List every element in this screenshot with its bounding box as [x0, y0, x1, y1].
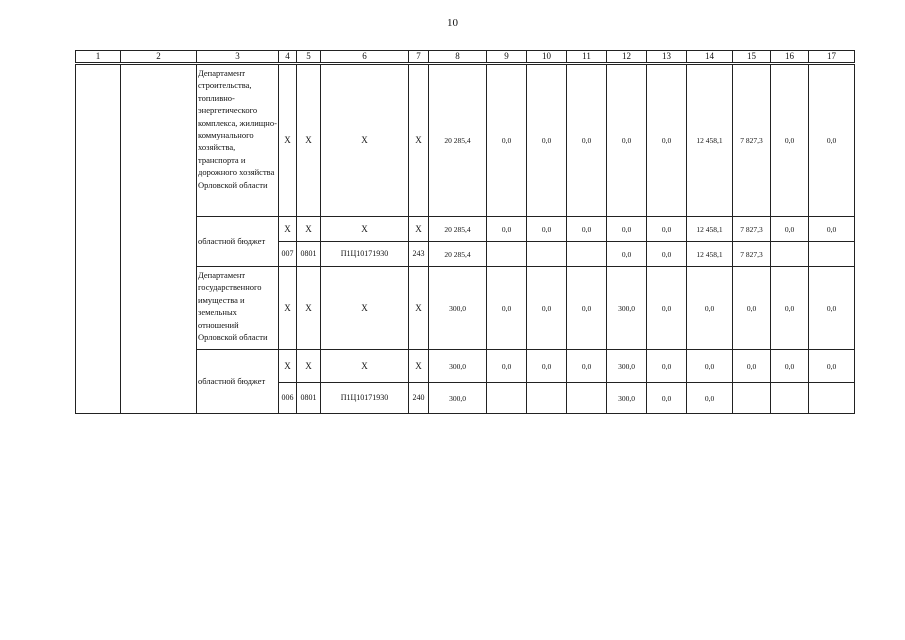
value-cell: 20 285,4 — [429, 242, 487, 267]
header-cell: 10 — [527, 51, 567, 64]
value-cell: Х — [321, 267, 409, 350]
value-cell — [527, 383, 567, 414]
header-cell: 11 — [567, 51, 607, 64]
value-cell: Х — [321, 350, 409, 383]
budget-table — [75, 50, 855, 414]
value-cell: 7 827,3 — [733, 217, 771, 242]
value-cell: 0,0 — [647, 217, 687, 242]
value-cell: 0,0 — [647, 267, 687, 350]
value-cell: 0,0 — [809, 64, 855, 217]
value-cell: 0,0 — [607, 64, 647, 217]
org-name-cell: Департамент государственного имущества и земельных отношений Орловской области — [197, 267, 279, 350]
header-cell: 3 — [197, 51, 279, 64]
value-cell: 0,0 — [487, 267, 527, 350]
header-cell: 15 — [733, 51, 771, 64]
value-cell: 0,0 — [647, 383, 687, 414]
value-cell: 300,0 — [429, 383, 487, 414]
value-cell: 0,0 — [487, 350, 527, 383]
value-cell: 0801 — [297, 242, 321, 267]
value-cell: 0,0 — [771, 350, 809, 383]
value-cell: 0,0 — [771, 267, 809, 350]
value-cell: 0,0 — [647, 64, 687, 217]
header-cell: 2 — [121, 51, 197, 64]
value-cell — [733, 383, 771, 414]
value-cell: 20 285,4 — [429, 217, 487, 242]
value-cell: 0,0 — [527, 217, 567, 242]
value-cell: 0,0 — [607, 217, 647, 242]
value-cell: Х — [279, 64, 297, 217]
value-cell: 0801 — [297, 383, 321, 414]
header-cell: 5 — [297, 51, 321, 64]
value-cell: 0,0 — [647, 350, 687, 383]
value-cell: Х — [297, 267, 321, 350]
header-cell: 1 — [76, 51, 121, 64]
value-cell: 0,0 — [607, 242, 647, 267]
value-cell: 12 458,1 — [687, 217, 733, 242]
value-cell: 243 — [409, 242, 429, 267]
value-cell: 0,0 — [809, 267, 855, 350]
value-cell: 007 — [279, 242, 297, 267]
table-row — [76, 64, 855, 217]
value-cell: 300,0 — [607, 350, 647, 383]
header-cell: 8 — [429, 51, 487, 64]
value-cell — [771, 242, 809, 267]
value-cell: Х — [279, 267, 297, 350]
header-cell: 12 — [607, 51, 647, 64]
value-cell: 0,0 — [527, 350, 567, 383]
value-cell: 0,0 — [733, 350, 771, 383]
value-cell: Х — [297, 64, 321, 217]
value-cell: 0,0 — [527, 267, 567, 350]
value-cell: 12 458,1 — [687, 64, 733, 217]
value-cell: 0,0 — [771, 64, 809, 217]
value-cell — [809, 242, 855, 267]
value-cell: Х — [297, 217, 321, 242]
header-cell: 9 — [487, 51, 527, 64]
value-cell — [527, 242, 567, 267]
value-cell: Х — [321, 217, 409, 242]
value-cell: 300,0 — [607, 267, 647, 350]
value-cell: 0,0 — [527, 64, 567, 217]
org-name-cell: Департамент строительства, топливно-энергетического комплекса, жилищно-коммунального хозяйства, транспорта и дорожного хозяйства Орловской области — [197, 64, 279, 217]
value-cell: Х — [409, 267, 429, 350]
value-cell: 0,0 — [567, 217, 607, 242]
header-cell: 4 — [279, 51, 297, 64]
value-cell: 0,0 — [687, 383, 733, 414]
budget-source-cell: областной бюджет — [197, 350, 279, 414]
value-cell: 0,0 — [733, 267, 771, 350]
value-cell: 300,0 — [607, 383, 647, 414]
value-cell: 240 — [409, 383, 429, 414]
budget-source-cell: областной бюджет — [197, 217, 279, 267]
page-number: 10 — [447, 17, 458, 29]
value-cell: 0,0 — [567, 64, 607, 217]
value-cell — [809, 383, 855, 414]
value-cell: П1Ц10171930 — [321, 242, 409, 267]
value-cell: 0,0 — [487, 217, 527, 242]
header-cell: 14 — [687, 51, 733, 64]
value-cell: 006 — [279, 383, 297, 414]
header-cell: 17 — [809, 51, 855, 64]
value-cell: 0,0 — [567, 267, 607, 350]
value-cell — [567, 383, 607, 414]
header-row — [76, 51, 855, 64]
value-cell: Х — [279, 217, 297, 242]
value-cell: Х — [409, 64, 429, 217]
value-cell: 20 285,4 — [429, 64, 487, 217]
header-cell: 7 — [409, 51, 429, 64]
header-cell: 13 — [647, 51, 687, 64]
value-cell: 300,0 — [429, 267, 487, 350]
value-cell: 0,0 — [567, 350, 607, 383]
value-cell: Х — [409, 350, 429, 383]
value-cell — [567, 242, 607, 267]
value-cell: 7 827,3 — [733, 64, 771, 217]
header-cell: 16 — [771, 51, 809, 64]
empty-cell — [76, 64, 121, 414]
value-cell: Х — [409, 217, 429, 242]
value-cell: 7 827,3 — [733, 242, 771, 267]
empty-cell — [121, 64, 197, 414]
value-cell: П1Ц10171930 — [321, 383, 409, 414]
value-cell: 0,0 — [647, 242, 687, 267]
value-cell: 0,0 — [809, 350, 855, 383]
value-cell: Х — [297, 350, 321, 383]
value-cell: 12 458,1 — [687, 242, 733, 267]
value-cell: 0,0 — [487, 64, 527, 217]
value-cell: Х — [321, 64, 409, 217]
value-cell: 0,0 — [809, 217, 855, 242]
value-cell: 0,0 — [687, 350, 733, 383]
value-cell: Х — [279, 350, 297, 383]
value-cell: 0,0 — [687, 267, 733, 350]
value-cell — [487, 242, 527, 267]
value-cell: 0,0 — [771, 217, 809, 242]
header-cell: 6 — [321, 51, 409, 64]
value-cell: 300,0 — [429, 350, 487, 383]
value-cell — [771, 383, 809, 414]
value-cell — [487, 383, 527, 414]
